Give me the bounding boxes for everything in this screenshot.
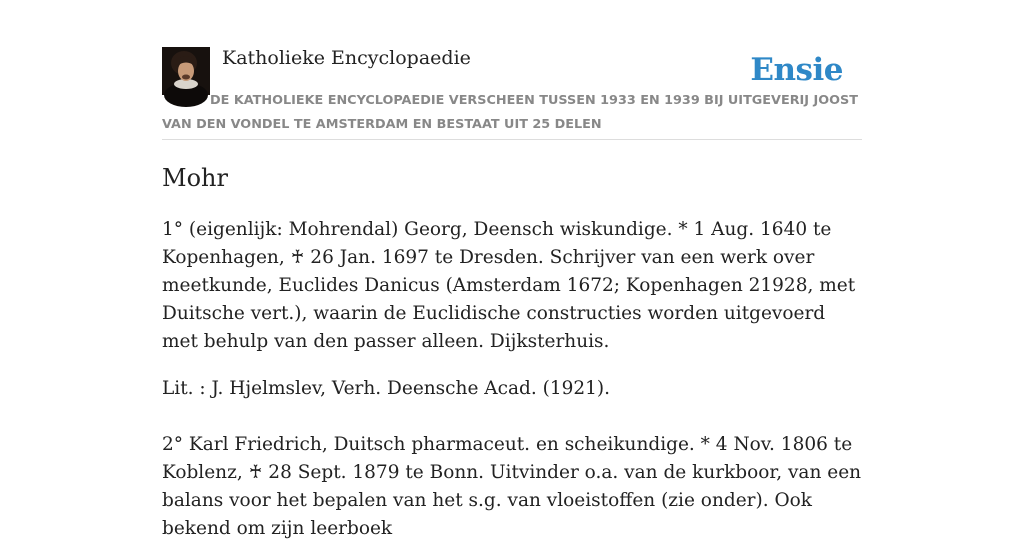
ensie-logo[interactable]: Ensie [750,52,843,88]
article [162,160,862,543]
article-paragraph: 2° Karl Friedrich, Duitsch pharmaceut. en scheikundige. * 4 Nov. 1806 te Koblenz, ♰ 28 Sept. 1879 te Bonn. Uitvinder o.a. van de kurkboor, van een balans voor het bepalen van het s.g. van vloeistoffen (zie onder). Ook bekend om zijn leerboek [162,434,862,539]
site-avatar[interactable] [162,47,210,95]
header-divider [162,139,862,140]
article-title: Mohr [162,164,228,192]
site-description: DE KATHOLIEKE ENCYCLOPAEDIE VERSCHEEN TUSSEN 1933 EN 1939 BIJ UITGEVERIJ JOOST VAN DEN VONDEL TE AMSTERDAM EN BESTAAT UIT 25 DELEN [162,93,858,132]
portrait-icon [162,47,210,95]
article-literature: Lit. : J. Hjelmslev, Verh. Deensche Acad. (1921). [162,378,611,399]
article-paragraph: 1° (eigenlijk: Mohrendal) Georg, Deensch wiskundige. * 1 Aug. 1640 te Kopenhagen, ♰ 26 Jan. 1697 te Dresden. Schrijver van een werk over meetkunde, Euclides Danicus (Amsterdam 1672; Kopenhagen 21928, met Duitsche vert.), waarin de Euclidische constructies worden uitgevoerd met behulp van den passer alleen. Dijksterhuis. [162,219,856,352]
site-title[interactable]: Katholieke Encyclopaedie [222,47,471,69]
